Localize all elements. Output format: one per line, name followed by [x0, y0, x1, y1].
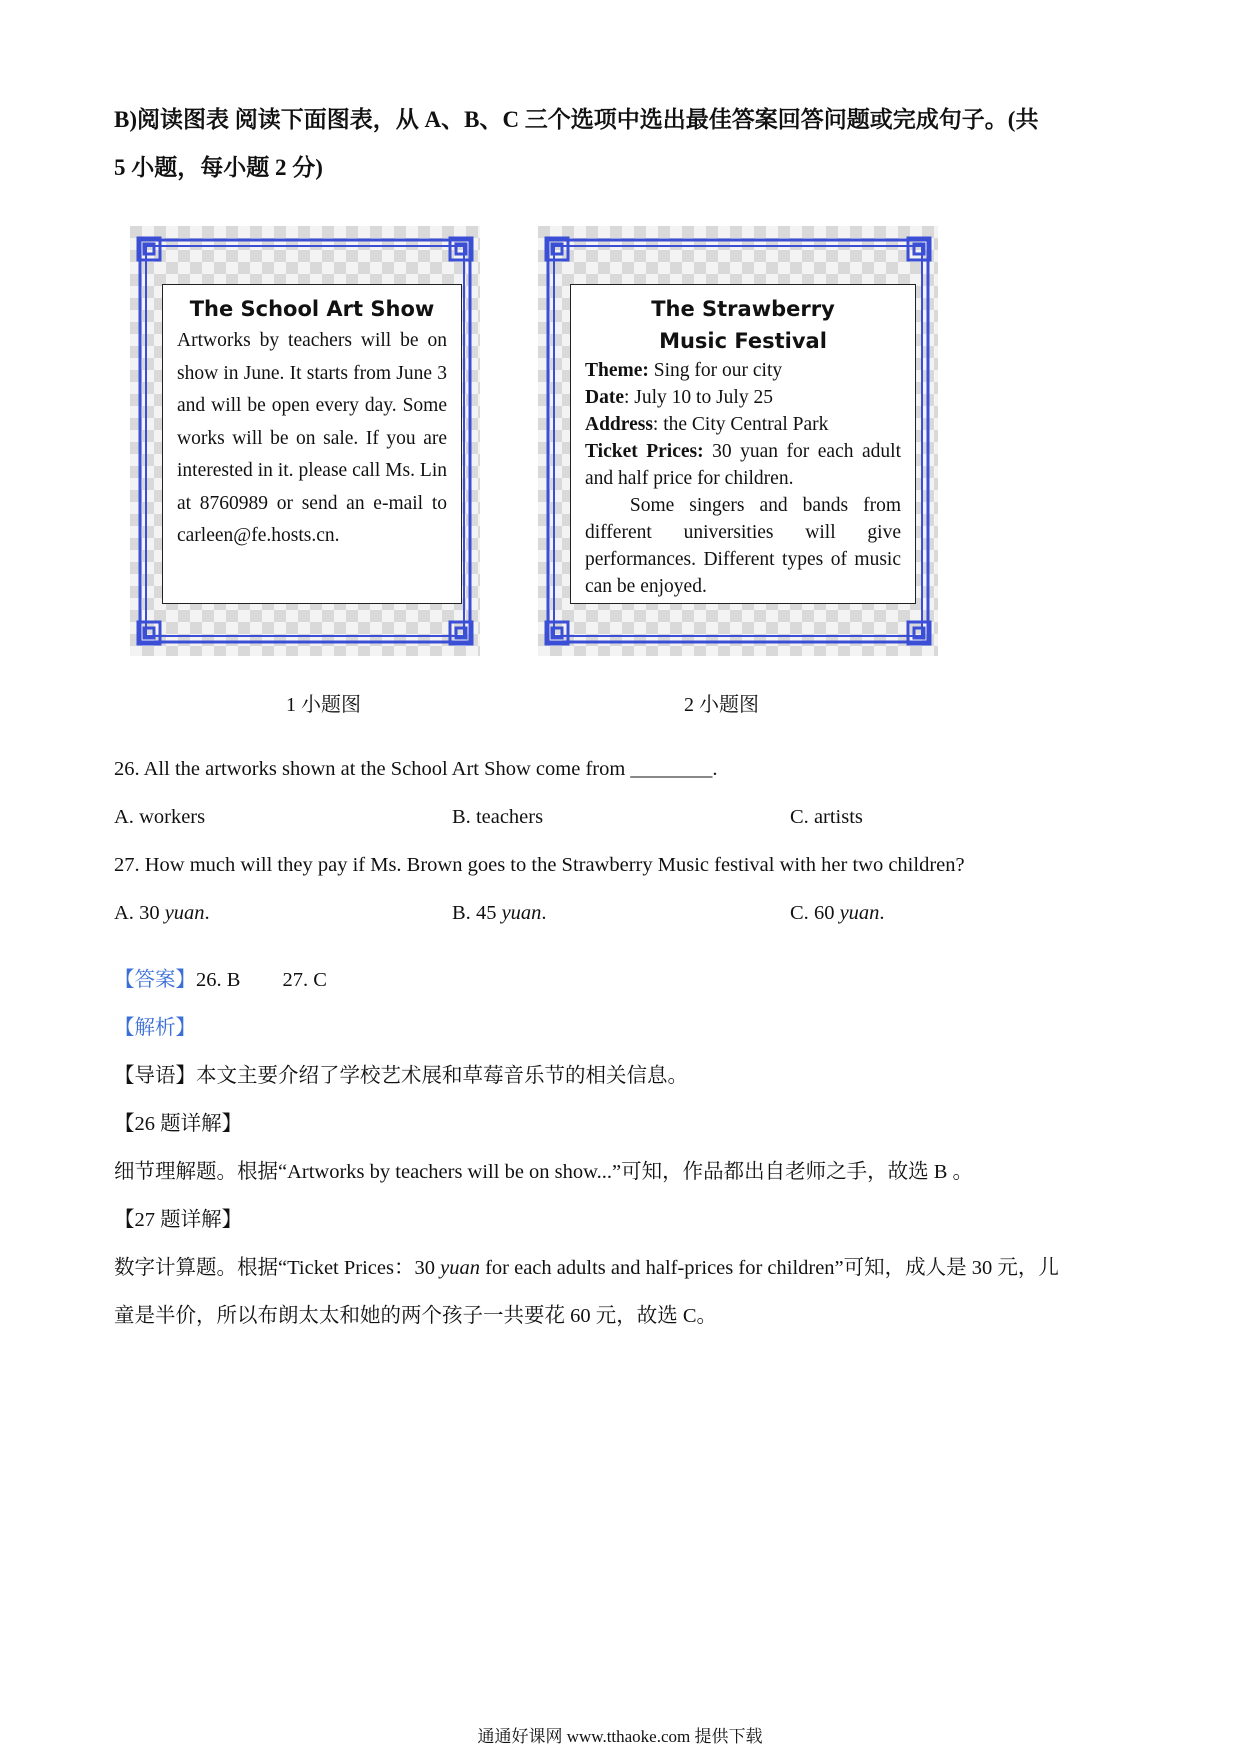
date-label: Date [585, 387, 624, 408]
analysis-27-detail: 数字计算题。根据“Ticket Prices：30 yuan for each adults and half-prices for children”可知，成人是 30 元，儿 [114, 1257, 1059, 1279]
option-27-b: B. 45 yuan. [452, 902, 547, 924]
answer-label: 【答案】 [114, 969, 196, 991]
date-value: : July 10 to July 25 [623, 387, 773, 408]
theme-value: Sing for our city [648, 360, 783, 381]
answer-27: 27. C [282, 969, 327, 991]
answer-line [114, 956, 1134, 1004]
option-26-a: A. workers [114, 806, 206, 828]
option-27-a: A. 30 yuan. [114, 902, 210, 924]
poster-art-show [130, 226, 480, 656]
poster-title: The School Art Show [189, 297, 435, 321]
address-value: : the City Central Park [652, 414, 829, 435]
poster-title-line2: Music Festival [659, 329, 827, 353]
poster-date [585, 384, 901, 411]
price-label: Ticket Prices: [585, 441, 704, 462]
poster-price [585, 438, 901, 492]
poster-address [585, 411, 901, 438]
option-26-b: B. teachers [452, 806, 544, 828]
analysis-27-heading: 【27 题详解】 [114, 1209, 243, 1231]
analysis-intro: 【导语】本文主要介绍了学校艺术展和草莓音乐节的相关信息。 [114, 1065, 688, 1087]
analysis-26-heading: 【26 题详解】 [114, 1113, 243, 1135]
poster-content [570, 284, 916, 604]
analysis-26-detail: 细节理解题。根据“Artworks by teachers will be on show...”可知，作品都出自老师之手，故选 B 。 [114, 1161, 974, 1183]
address-label: Address [585, 414, 653, 435]
answer-26: 26. B [196, 969, 241, 991]
option-26-c: C. artists [790, 806, 863, 828]
poster1-caption: 1 小题图 [286, 694, 361, 716]
question-26: 26. All the artworks shown at the School Art Show come from ________. [114, 758, 718, 780]
analysis-label: 【解析】 [114, 1017, 196, 1039]
poster-music-festival [538, 226, 901, 656]
section-title [114, 96, 1134, 192]
section-title-line1: B)阅读图表 阅读下面图表，从 A、B、C 三个选项中选出最佳答案回答问题或完成句子。(共 [114, 107, 1039, 132]
poster-title-line1: The Strawberry [651, 297, 835, 321]
analysis-27-detail-cont: 童是半价，所以布朗太太和她的两个孩子一共要花 60 元，故选 C。 [114, 1305, 718, 1327]
page-footer: 通通好课网 www.tthaoke.com 提供下载 [477, 1727, 763, 1746]
section-title-line2: 5 小题，每小题 2 分) [114, 155, 323, 180]
poster-extra: Some singers and bands from different universities will give performances. Different types of music can be enjoyed. [585, 495, 901, 597]
question-27: 27. How much will they pay if Ms. Brown goes to the Strawberry Music festival with her two children? [114, 854, 965, 876]
poster-body: Artworks by teachers will be on show in June. It starts from June 3 and will be open every day. Some works will be on sale. If you are interested in it. please call Ms. Lin at 8760989 or send an e-mail to carleen@fe.hosts.cn. [177, 330, 447, 546]
price-value: 30 yuan for each adult and half price for children. [585, 441, 901, 489]
option-27-c: C. 60 yuan. [790, 902, 885, 924]
theme-label: Theme: [585, 360, 649, 381]
poster2-caption: 2 小题图 [684, 694, 759, 716]
poster-content [162, 284, 462, 604]
poster-theme [585, 357, 901, 384]
